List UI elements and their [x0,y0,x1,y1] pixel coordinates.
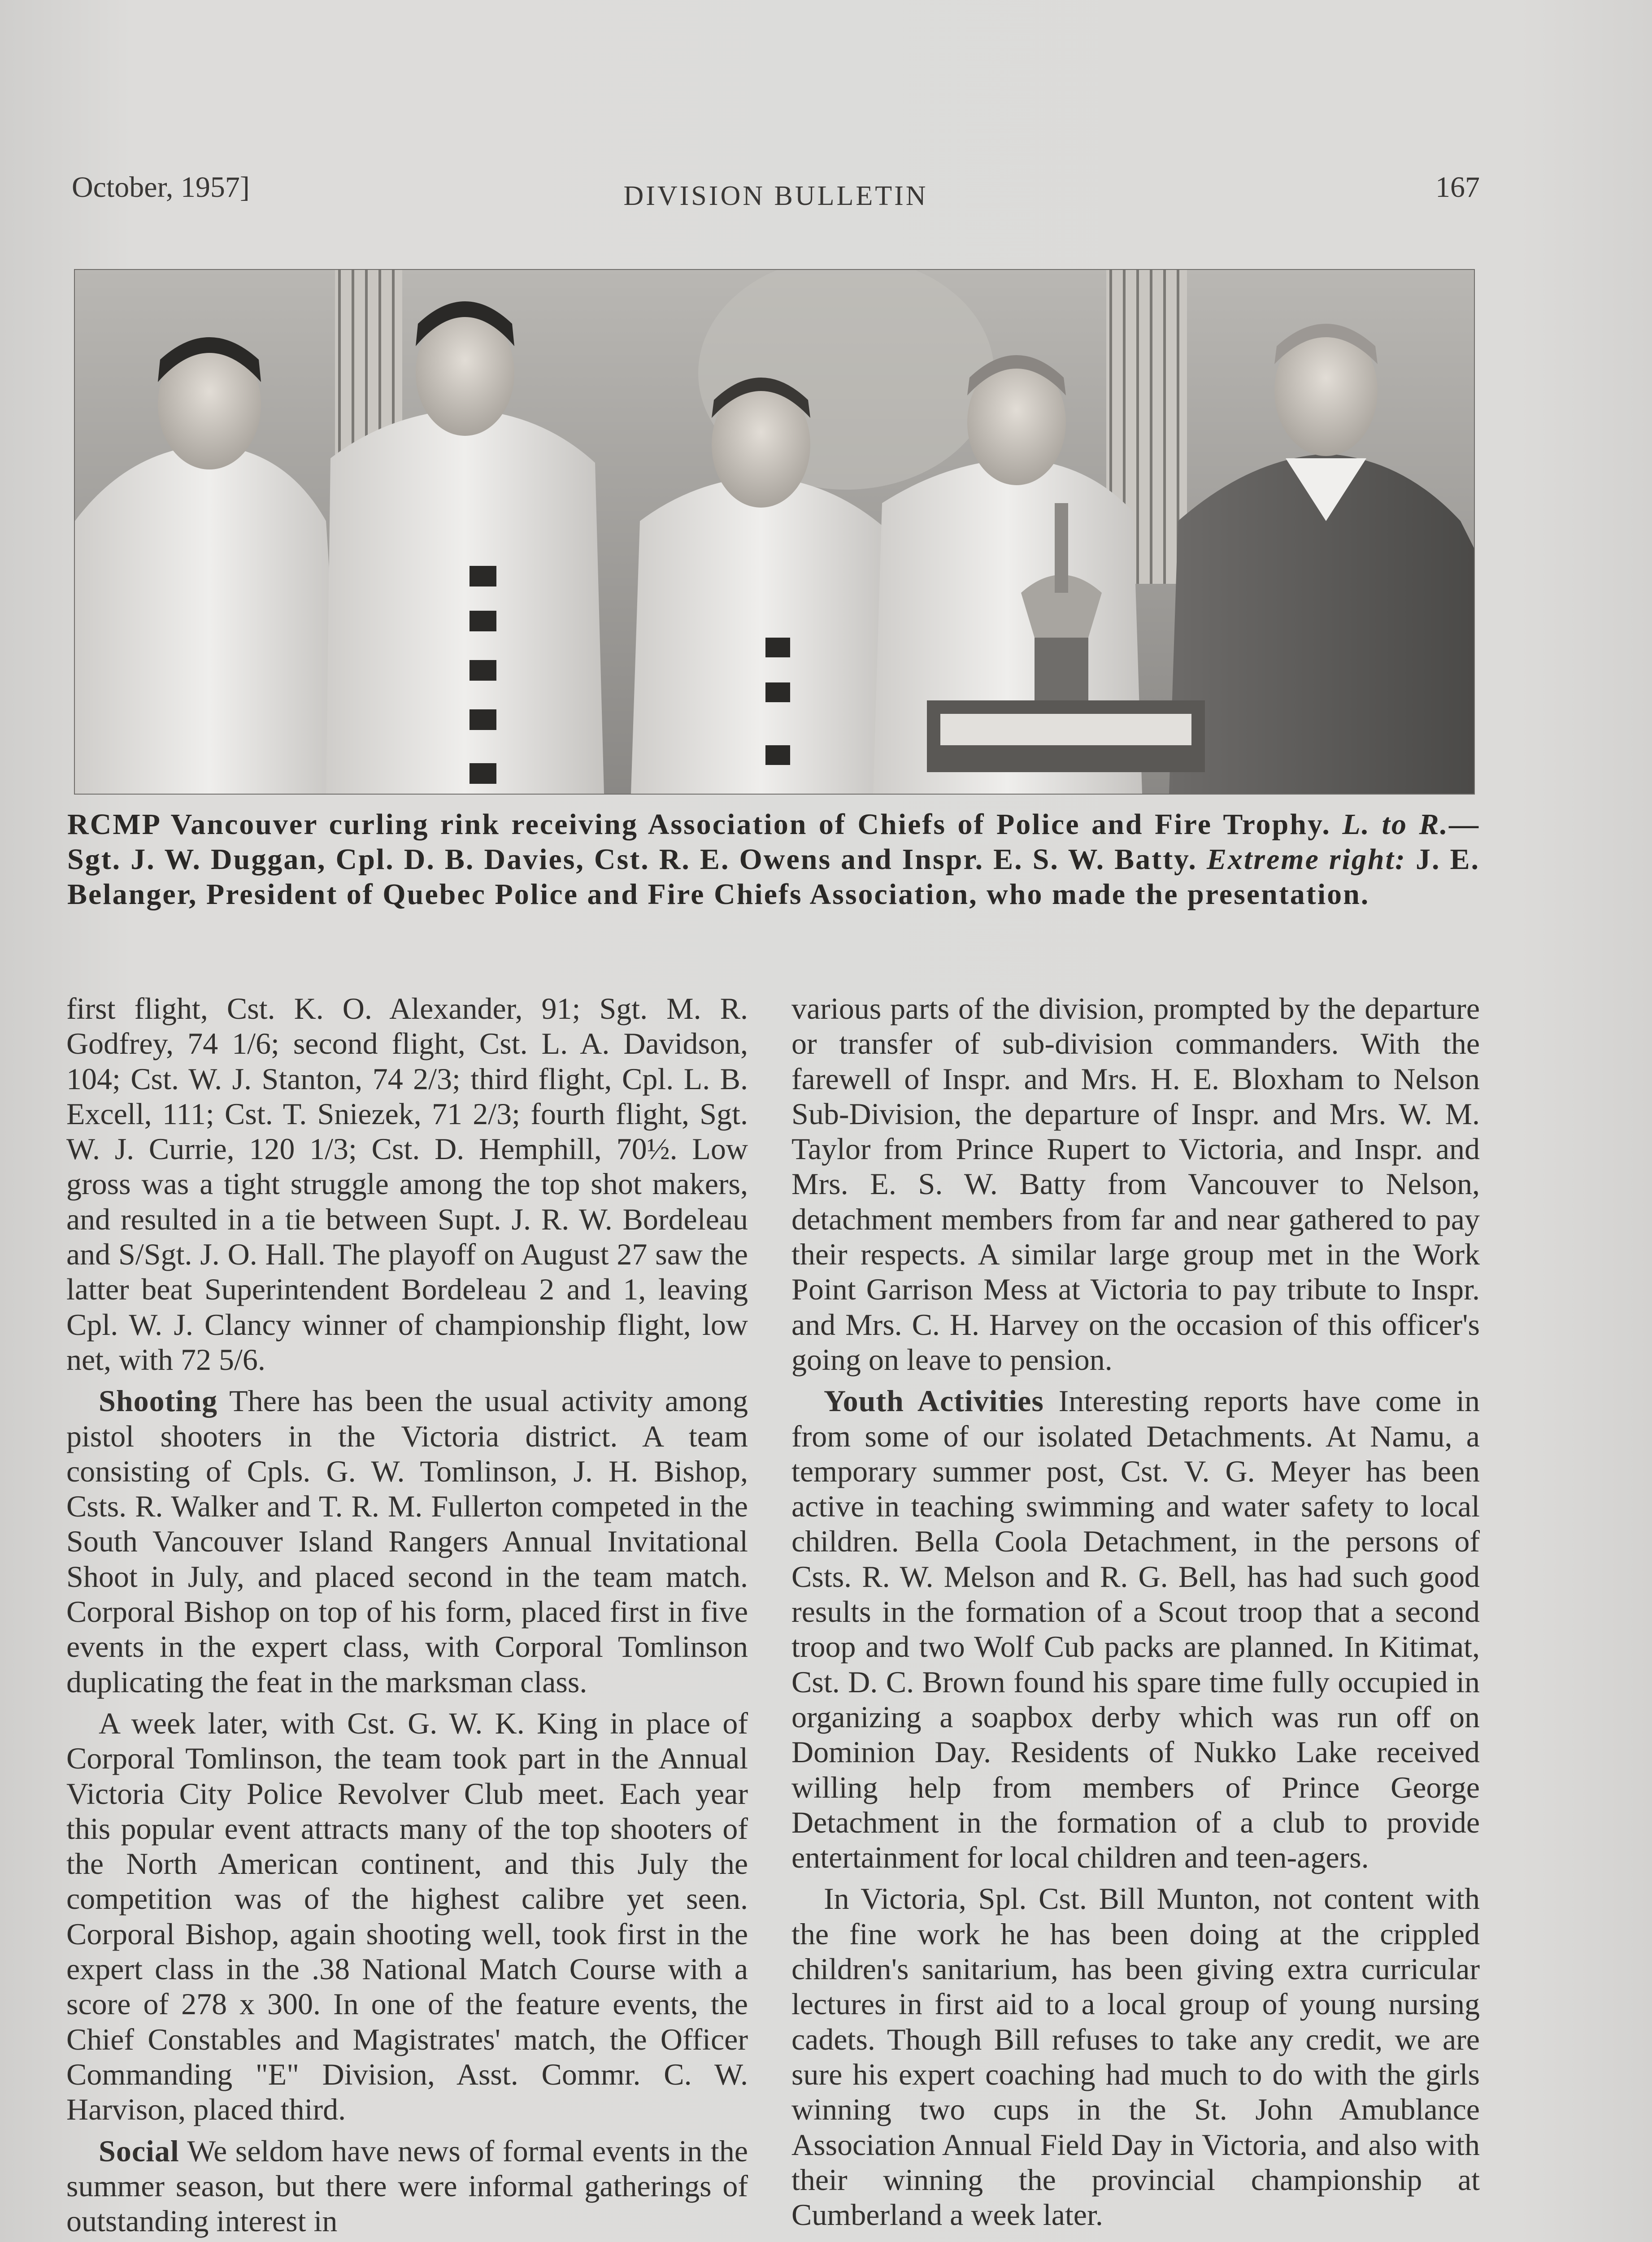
caption-text-2: —Sgt. J. W. Duggan, Cpl. D. B. Davies, Cst. R. E. Owens and Inspr. E. S. W. Batty. [67,808,1480,876]
victoria-paragraph: In Victoria, Spl. Cst. Bill Munton, not content with the fine work he has been doing at the crippled children's sanitarium, has been giving extra curricular lectures in first aid to a local group of young nursing cadets. Though Bill refuses to take any credit, we are sure his expert coaching had much to do with the girls winning two cups in the St. John Amublance Association Annual Field Day in Victoria, and also with their winning the provincial championship at Cumberland a week later. [791,1881,1480,2232]
shooting-text: There has been the usual activity among pistol shooters in the Victoria district. A team consisting of Cpls. G. W. Tomlinson, J. H. Bishop, Csts. R. Walker and T. R. M. Fullerton competed in the South Vancouver Island Rangers Annual Invitational Shoot in July, and placed second in the team match. Corporal Bishop on top of his form, placed first in five events in the expert class, with Corporal Tomlinson duplicating the feat in the marksman class. [66,1384,748,1699]
youth-text: Interesting reports have come in from some of our isolated Detachments. At Namu, a temporary summer post, Cst. V. G. Meyer has been active in teaching swimming and water safety to local children. Bella Coola Detachment, in the persons of Csts. R. W. Melson and R. G. Bell, has had such good results in the formation of a Scout troop that a second troop and two Wolf Cub packs are planned. In Kitimat, Cst. D. C. Brown found his spare time fully occupied in organizing a soapbox derby which was run off on Dominion Day. Residents of Nukko Lake received willing help from members of Prince George Detachment in the formation of a club to provide entertainment for local children and teen-agers. [791,1384,1480,1875]
social-heading: Social [99,2133,179,2168]
social-text: We seldom have news of formal events in the summer season, but there were informal gatherings of outstanding interest in [66,2133,748,2238]
running-header [72,170,1480,211]
shooting-paragraph [66,1383,748,1699]
caption-text-3: J. E. Belanger, President of Quebec Police and Fire Chiefs Association, who made the presentation. [67,843,1480,911]
golf-results-paragraph: first flight, Cst. K. O. Alexander, 91; Sgt. M. R. Godfrey, 74 1/6; second flight, Cst. L. A. Davidson, 104; Cst. W. J. Stanton, 74 2/3; third flight, Cpl. L. B. Excell, 111; Cst. T. Sniezek, 71 2/3; fourth flight, Sgt. W. J. Currie, 120 1/3; Cst. D. Hemphill, 70½. Low gross was a tight struggle among the top shot makers, and resulted in a tie between Supt. J. R. W. Bordeleau and S/Sgt. J. O. Hall. The playoff on August 27 saw the latter beat Superintendent Bordeleau 2 and 1, leaving Cpl. W. J. Clancy winner of championship flight, low net, with 72 5/6. [66,991,748,1377]
team-photo-illustration [75,270,1474,794]
social-paragraph [66,2133,748,2239]
team-photo [74,269,1475,795]
youth-heading: Youth Activities [824,1384,1044,1418]
caption-lr: L. to R. [1342,808,1449,841]
page-number: 167 [1435,171,1480,204]
left-column [66,991,748,2242]
shooting-heading: Shooting [99,1384,217,1418]
revolver-club-paragraph: A week later, with Cst. G. W. K. King in place of Corporal Tomlinson, the team took part in the Annual Victoria City Police Revolver Club meet. Each year this popular event attracts many of the top shooters of the North American continent, and this July the competition was of the highest calibre yet seen. Corporal Bishop, again shooting well, took first in the expert class in the .38 National Match Course with a score of 278 x 300. In one of the feature events, the Chief Constables and Magistrates' match, the Officer Commanding "E" Division, Asst. Commr. C. W. Harvison, placed third. [66,1706,748,2127]
header-publication: DIVISION BULLETIN [623,181,928,211]
right-column [791,991,1480,2238]
photo-caption [67,807,1480,912]
caption-text-1: RCMP Vancouver curling rink receiving Association of Chiefs of Police and Fire Trophy. [67,808,1343,841]
caption-extreme-right: Extreme right: [1206,843,1406,876]
youth-paragraph [791,1383,1480,1875]
header-date: October, 1957] [72,171,250,204]
farewell-paragraph: various parts of the division, prompted by the departure or transfer of sub-division commanders. With the farewell of Inspr. and Mrs. H. E. Bloxham to Nelson Sub-Division, the departure of Inspr. and Mrs. W. M. Taylor from Prince Rupert to Victoria, and Inspr. and Mrs. E. S. W. Batty from Vancouver to Nelson, detachment members from far and near gathered to pay their respects. A similar large group met in the Work Point Garrison Mess at Victoria to pay tribute to Inspr. and Mrs. C. H. Harvey on the occasion of this officer's going on leave to pension. [791,991,1480,1377]
